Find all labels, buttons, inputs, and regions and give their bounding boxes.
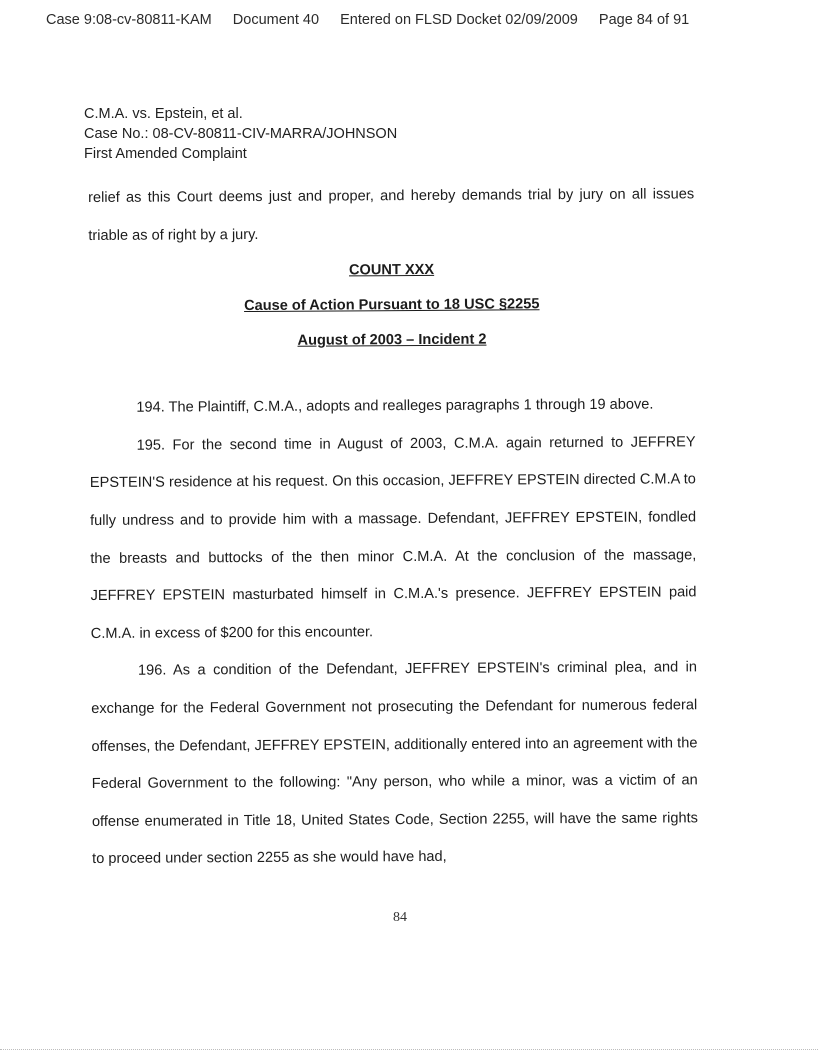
caption-case-no: Case No.: 08-CV-80811-CIV-MARRA/JOHNSON xyxy=(84,126,398,142)
page-number: 84 xyxy=(393,910,407,925)
page-count: Page 84 of 91 xyxy=(598,12,690,28)
bottom-divider xyxy=(0,1049,818,1051)
caption-title: First Amended Complaint xyxy=(84,146,247,162)
case-number: Case 9:08-cv-80811-KAM xyxy=(46,12,212,28)
paragraph-194: 194. The Plaintiff, C.M.A., adopts and realleges paragraphs 1 through 19 above. xyxy=(136,396,654,416)
caption-parties: C.M.A. vs. Epstein, et al. xyxy=(84,106,243,122)
count-incident: August of 2003 – Incident 2 xyxy=(297,331,487,349)
docket-header xyxy=(46,12,746,28)
case-caption xyxy=(84,104,397,164)
paragraph-195: 195. For the second time in August of 2003, C.M.A. again returned to JEFFREY EPSTEIN'S residence at his request. On this occasion, JEFFREY EPSTEIN directed C.M.A to fully undress and to provide him with a massage. Defendant, JEFFREY EPSTEIN, fondled the breasts and buttocks of the then minor C.M.A. At the conclusion of the massage, JEFFREY EPSTEIN masturbated himself in C.M.A.'s presence. JEFFREY EPSTEIN paid C.M.A. in excess of $200 for this encounter. xyxy=(89,434,697,642)
spacer xyxy=(89,356,695,390)
paragraph-196: 196. As a condition of the Defendant, JEFFREY EPSTEIN's criminal plea, and in exchange for the Federal Government not prosecuting the Defendant for numerous federal offenses, the Defendant, JEFFREY EPSTEIN, additionally entered into an agreement with the Federal Government to the following: "Any person, who while a minor, was a victim of an offense enumerated in Title 18, United States Code, Section 2255, will have the same rights to proceed under section 2255 as she would have had, xyxy=(91,659,698,868)
continuation-paragraph: relief as this Court deems just and proper, and hereby demands trial by jury on all issues triable as of right by a jury. xyxy=(88,186,695,244)
count-subtitle: Cause of Action Pursuant to 18 USC §2255 xyxy=(243,296,540,315)
document-body xyxy=(88,176,698,879)
entered-date: Entered on FLSD Docket 02/09/2009 xyxy=(340,12,578,28)
count-title: COUNT XXX xyxy=(348,262,435,279)
document-number: Document 40 xyxy=(232,12,320,28)
